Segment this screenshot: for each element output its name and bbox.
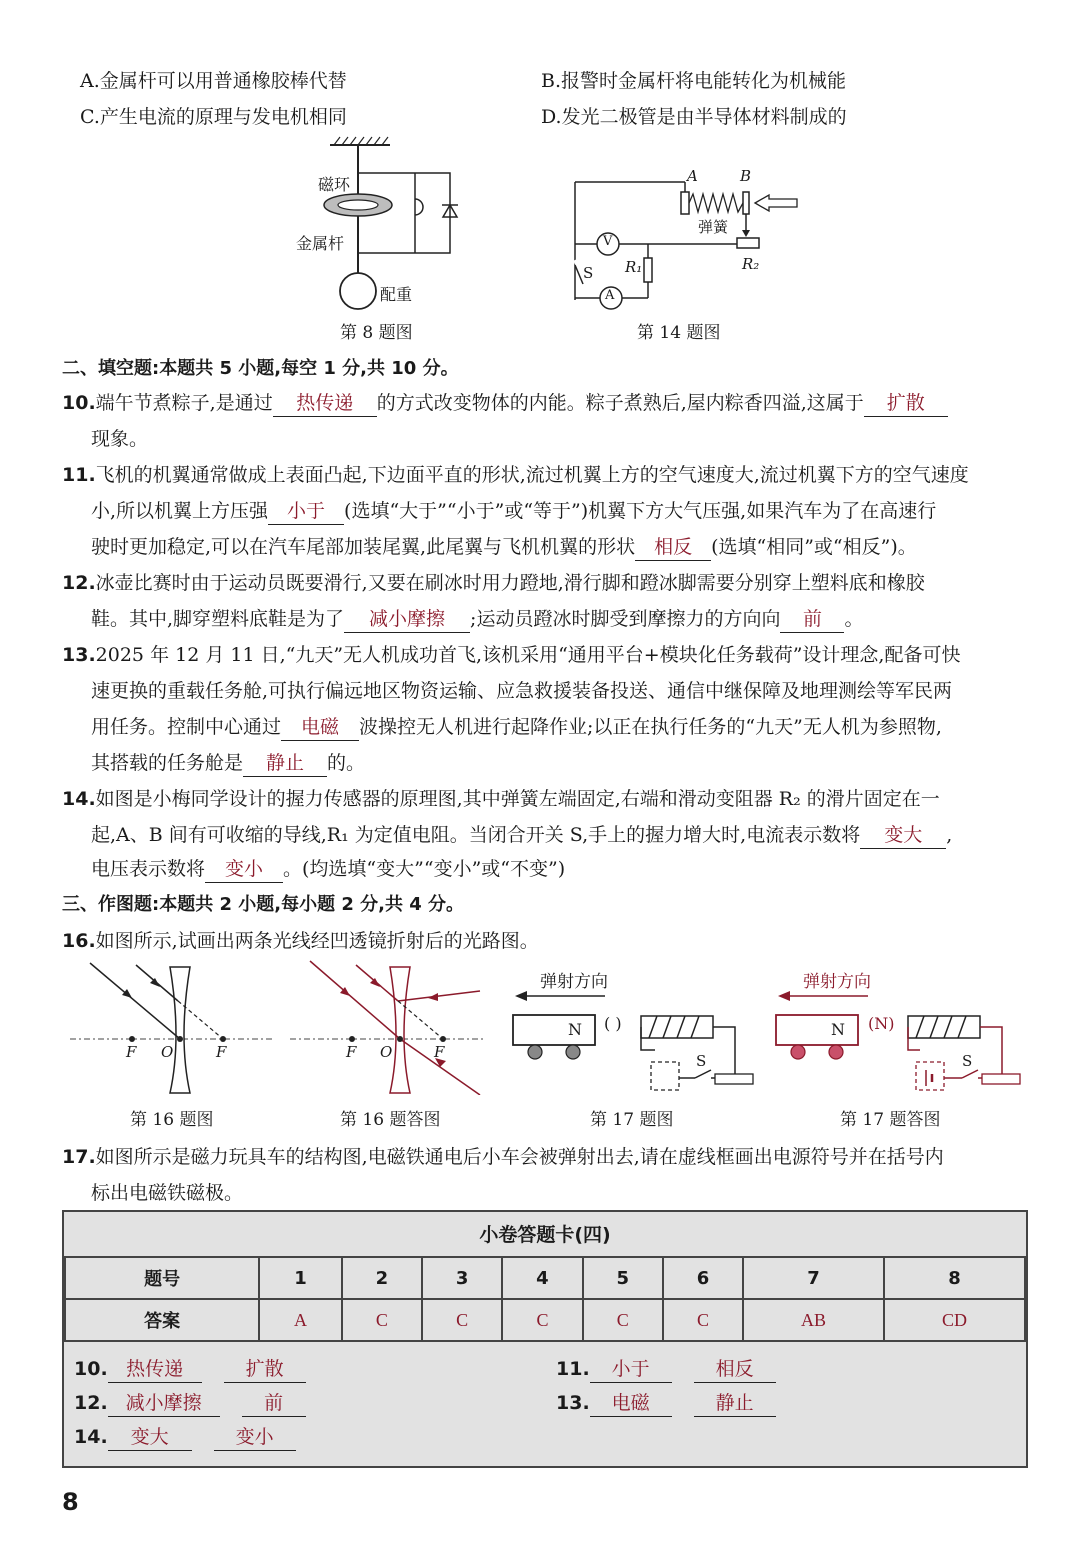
fig17a-s-label: S bbox=[962, 1052, 973, 1070]
q10-number: 10. bbox=[62, 392, 96, 414]
figure-16-diagram bbox=[70, 955, 280, 1095]
figure-17-caption: 第 17 题图 bbox=[590, 1110, 674, 1130]
q12-text-3: 。 bbox=[844, 608, 864, 630]
q10-text-1: 端午节煮粽子,是通过 bbox=[95, 392, 273, 414]
q16-text: 如图所示,试画出两条光线经凹透镜折射后的光路图。 bbox=[95, 930, 539, 952]
q14-blank-1: 变大 bbox=[860, 824, 946, 849]
q14-text-4: 。(均选填“变大”“变小”或“不变”) bbox=[283, 858, 566, 880]
fig16-label-f-left: F bbox=[126, 1043, 137, 1061]
table-cell: 3 bbox=[422, 1257, 502, 1299]
figure-16-answer-caption: 第 16 题答图 bbox=[340, 1110, 441, 1130]
fig16-label-o: O bbox=[161, 1043, 174, 1061]
fig17a-n-label: N bbox=[831, 1020, 845, 1039]
section-3-heading: 三、作图题:本题共 2 小题,每小题 2 分,共 4 分。 bbox=[62, 894, 465, 915]
fig17-n-label: N bbox=[568, 1020, 582, 1039]
table-cell: 7 bbox=[743, 1257, 884, 1299]
fig17-pole-paren: ( ) bbox=[604, 1014, 622, 1033]
q13-line-4 bbox=[91, 748, 365, 777]
q11-text-4: (选填“相同”或“相反”)。 bbox=[711, 536, 917, 558]
q11-line-3 bbox=[91, 532, 917, 561]
option-b: B.报警时金属杆将电能转化为机械能 bbox=[541, 70, 847, 92]
q17-line-2: 标出电磁铁磁极。 bbox=[91, 1182, 244, 1204]
q11-line-1: 飞机的机翼通常做成上表面凸起,下边面平直的形状,流过机翼上方的空气速度大,流过机翼下方的空气速度 bbox=[95, 464, 969, 486]
card-14-blank-2: 变小 bbox=[214, 1426, 296, 1451]
card-13-blank-2: 静止 bbox=[694, 1392, 776, 1417]
q13-number: 13. bbox=[62, 644, 96, 666]
label-ring: 磁环 bbox=[318, 175, 351, 194]
table-cell: C bbox=[663, 1299, 743, 1341]
question-17 bbox=[62, 1142, 944, 1169]
label-s: S bbox=[583, 264, 594, 282]
q14-number: 14. bbox=[62, 788, 96, 810]
fig17a-direction-label: 弹射方向 bbox=[803, 972, 871, 992]
q13-text-2: 波操控无人机进行起降作业;以正在执行任务的“九天”无人机为参照物, bbox=[359, 716, 942, 738]
page-number: 8 bbox=[62, 1488, 79, 1516]
fig17-direction-label: 弹射方向 bbox=[540, 972, 608, 992]
table-cell: 1 bbox=[259, 1257, 342, 1299]
card-11-blank-2: 相反 bbox=[694, 1358, 776, 1383]
section-2-heading: 二、填空题:本题共 5 小题,每空 1 分,共 10 分。 bbox=[62, 358, 459, 379]
q11-blank-1: 小于 bbox=[268, 500, 344, 525]
q14-text-1: 起,A、B 间有可收缩的导线,R₁ 为定值电阻。当闭合开关 S,手上的握力增大时,电流表示数将 bbox=[91, 824, 861, 846]
card-14-number: 14. bbox=[74, 1426, 108, 1448]
table-cell: A bbox=[259, 1299, 342, 1341]
question-16 bbox=[62, 926, 539, 953]
ammeter-symbol: A bbox=[605, 288, 615, 303]
question-14 bbox=[62, 784, 940, 811]
q13-text-1: 用任务。控制中心通过 bbox=[91, 716, 282, 738]
card-12-number: 12. bbox=[74, 1392, 108, 1414]
option-d: D.发光二极管是由半导体材料制成的 bbox=[541, 106, 847, 128]
q14-text-3: 电压表示数将 bbox=[91, 858, 206, 880]
q10-text-2: 的方式改变物体的内能。粽子煮熟后,屋内粽香四溢,这属于 bbox=[376, 392, 864, 414]
question-13 bbox=[62, 640, 960, 667]
card-13-number: 13. bbox=[556, 1392, 590, 1414]
figure-8-caption: 第 8 题图 bbox=[340, 323, 413, 343]
q11-text-3: 驶时更加稳定,可以在汽车尾部加装尾翼,此尾翼与飞机机翼的形状 bbox=[91, 536, 636, 558]
label-weight: 配重 bbox=[380, 285, 413, 304]
q12-line-2 bbox=[91, 604, 863, 633]
label-rod: 金属杆 bbox=[296, 234, 345, 253]
q11-text-1: 小,所以机翼上方压强 bbox=[91, 500, 269, 522]
fig16a-label-f-right: F bbox=[434, 1043, 445, 1061]
q14-blank-2: 变小 bbox=[205, 858, 283, 883]
fig16a-label-f-left: F bbox=[346, 1043, 357, 1061]
q10-blank-1: 热传递 bbox=[273, 392, 377, 417]
q10-blank-2: 扩散 bbox=[864, 392, 948, 417]
q12-blank-2: 前 bbox=[780, 608, 844, 633]
figure-17-answer-caption: 第 17 题答图 bbox=[840, 1110, 941, 1130]
q14-line-1: 如图是小梅同学设计的握力传感器的原理图,其中弹簧左端固定,右端和滑动变阻器 R₂ 的滑片固定在一 bbox=[95, 788, 940, 810]
answer-label: 答案 bbox=[65, 1299, 259, 1341]
table-row bbox=[65, 1299, 1025, 1341]
table-cell: C bbox=[422, 1299, 502, 1341]
figure-16-answer-diagram bbox=[290, 955, 490, 1095]
figure-14-diagram bbox=[555, 160, 815, 315]
figure-16-caption: 第 16 题图 bbox=[130, 1110, 214, 1130]
answer-card bbox=[62, 1210, 1028, 1468]
label-r1: R₁ bbox=[625, 258, 643, 276]
card-10-blank-1: 热传递 bbox=[108, 1358, 202, 1383]
label-spring: 弹簧 bbox=[698, 218, 729, 236]
card-10-blank-2: 扩散 bbox=[224, 1358, 306, 1383]
table-cell: 2 bbox=[342, 1257, 422, 1299]
fig17-s-label: S bbox=[696, 1052, 707, 1070]
card-answer-14 bbox=[74, 1426, 296, 1451]
question-12 bbox=[62, 568, 925, 595]
question-10 bbox=[62, 388, 948, 417]
fig17a-pole-paren: (N) bbox=[868, 1014, 895, 1033]
q11-line-2 bbox=[91, 496, 936, 525]
card-14-blank-1: 变大 bbox=[108, 1426, 192, 1451]
label-r2: R₂ bbox=[742, 255, 760, 273]
q14-line-3 bbox=[91, 854, 565, 883]
header-label: 题号 bbox=[65, 1257, 259, 1299]
figure-17-answer-diagram bbox=[768, 990, 1028, 1095]
answer-table bbox=[64, 1256, 1026, 1342]
table-cell: 6 bbox=[663, 1257, 743, 1299]
table-cell: CD bbox=[884, 1299, 1025, 1341]
answer-card-title: 小卷答题卡(四) bbox=[479, 1224, 611, 1246]
card-11-number: 11. bbox=[556, 1358, 590, 1380]
q11-blank-2: 相反 bbox=[635, 536, 711, 561]
q13-blank-1: 电磁 bbox=[281, 716, 359, 741]
table-cell: 4 bbox=[502, 1257, 582, 1299]
card-12-blank-1: 减小摩擦 bbox=[108, 1392, 220, 1417]
q12-line-1: 冰壶比赛时由于运动员既要滑行,又要在刷冰时用力蹬地,滑行脚和蹬冰脚需要分别穿上塑料底和橡胶 bbox=[95, 572, 925, 594]
q17-line-1: 如图所示是磁力玩具车的结构图,电磁铁通电后小车会被弹射出去,请在虚线框画出电源符号并在括号内 bbox=[95, 1146, 944, 1168]
card-answer-12 bbox=[74, 1392, 306, 1417]
q16-number: 16. bbox=[62, 930, 96, 952]
q11-number: 11. bbox=[62, 464, 96, 486]
voltmeter-symbol: V bbox=[603, 234, 613, 249]
figure-14-caption: 第 14 题图 bbox=[637, 323, 721, 343]
q13-text-3: 其搭载的任务舱是 bbox=[91, 752, 244, 774]
table-cell: C bbox=[342, 1299, 422, 1341]
table-cell: C bbox=[583, 1299, 663, 1341]
q13-line-2: 速更换的重载任务舱,可执行偏远地区物资运输、应急救援装备投送、通信中继保障及地理测绘等军民两 bbox=[91, 680, 953, 702]
q14-text-2: , bbox=[946, 824, 953, 846]
q12-number: 12. bbox=[62, 572, 96, 594]
q13-blank-2: 静止 bbox=[243, 752, 327, 777]
card-answer-11 bbox=[556, 1358, 776, 1383]
card-answer-13 bbox=[556, 1392, 776, 1417]
table-row bbox=[65, 1257, 1025, 1299]
option-a: A.金属杆可以用普通橡胶棒代替 bbox=[80, 70, 347, 92]
card-13-blank-1: 电磁 bbox=[590, 1392, 672, 1417]
table-cell: 8 bbox=[884, 1257, 1025, 1299]
fig16a-label-o: O bbox=[380, 1043, 393, 1061]
table-cell: C bbox=[502, 1299, 582, 1341]
table-cell: 5 bbox=[583, 1257, 663, 1299]
table-cell: AB bbox=[743, 1299, 884, 1341]
q14-line-2 bbox=[91, 820, 952, 849]
label-a: A bbox=[687, 167, 698, 185]
card-11-blank-1: 小于 bbox=[590, 1358, 672, 1383]
card-answer-10 bbox=[74, 1358, 306, 1383]
q12-blank-1: 减小摩擦 bbox=[344, 608, 470, 633]
q12-text-2: ;运动员蹬冰时脚受到摩擦力的方向向 bbox=[470, 608, 781, 630]
q12-text-1: 鞋。其中,脚穿塑料底鞋是为了 bbox=[91, 608, 345, 630]
fig16-label-f-right: F bbox=[216, 1043, 227, 1061]
question-11 bbox=[62, 460, 969, 487]
label-b: B bbox=[740, 167, 752, 185]
q13-text-4: 的。 bbox=[327, 752, 366, 774]
q13-line-1: 2025 年 12 月 11 日,“九天”无人机成功首飞,该机采用“通用平台+模块化任务载荷”设计理念,配备可快 bbox=[95, 644, 961, 666]
q13-line-3 bbox=[91, 712, 942, 741]
q10-text-3: 现象。 bbox=[91, 428, 149, 450]
figure-17-diagram bbox=[505, 990, 760, 1095]
card-10-number: 10. bbox=[74, 1358, 108, 1380]
q11-text-2: (选填“大于”“小于”或“等于”)机翼下方大气压强,如果汽车为了在高速行 bbox=[344, 500, 937, 522]
card-12-blank-2: 前 bbox=[242, 1392, 306, 1417]
option-c: C.产生电流的原理与发电机相同 bbox=[80, 106, 347, 128]
q17-number: 17. bbox=[62, 1146, 96, 1168]
